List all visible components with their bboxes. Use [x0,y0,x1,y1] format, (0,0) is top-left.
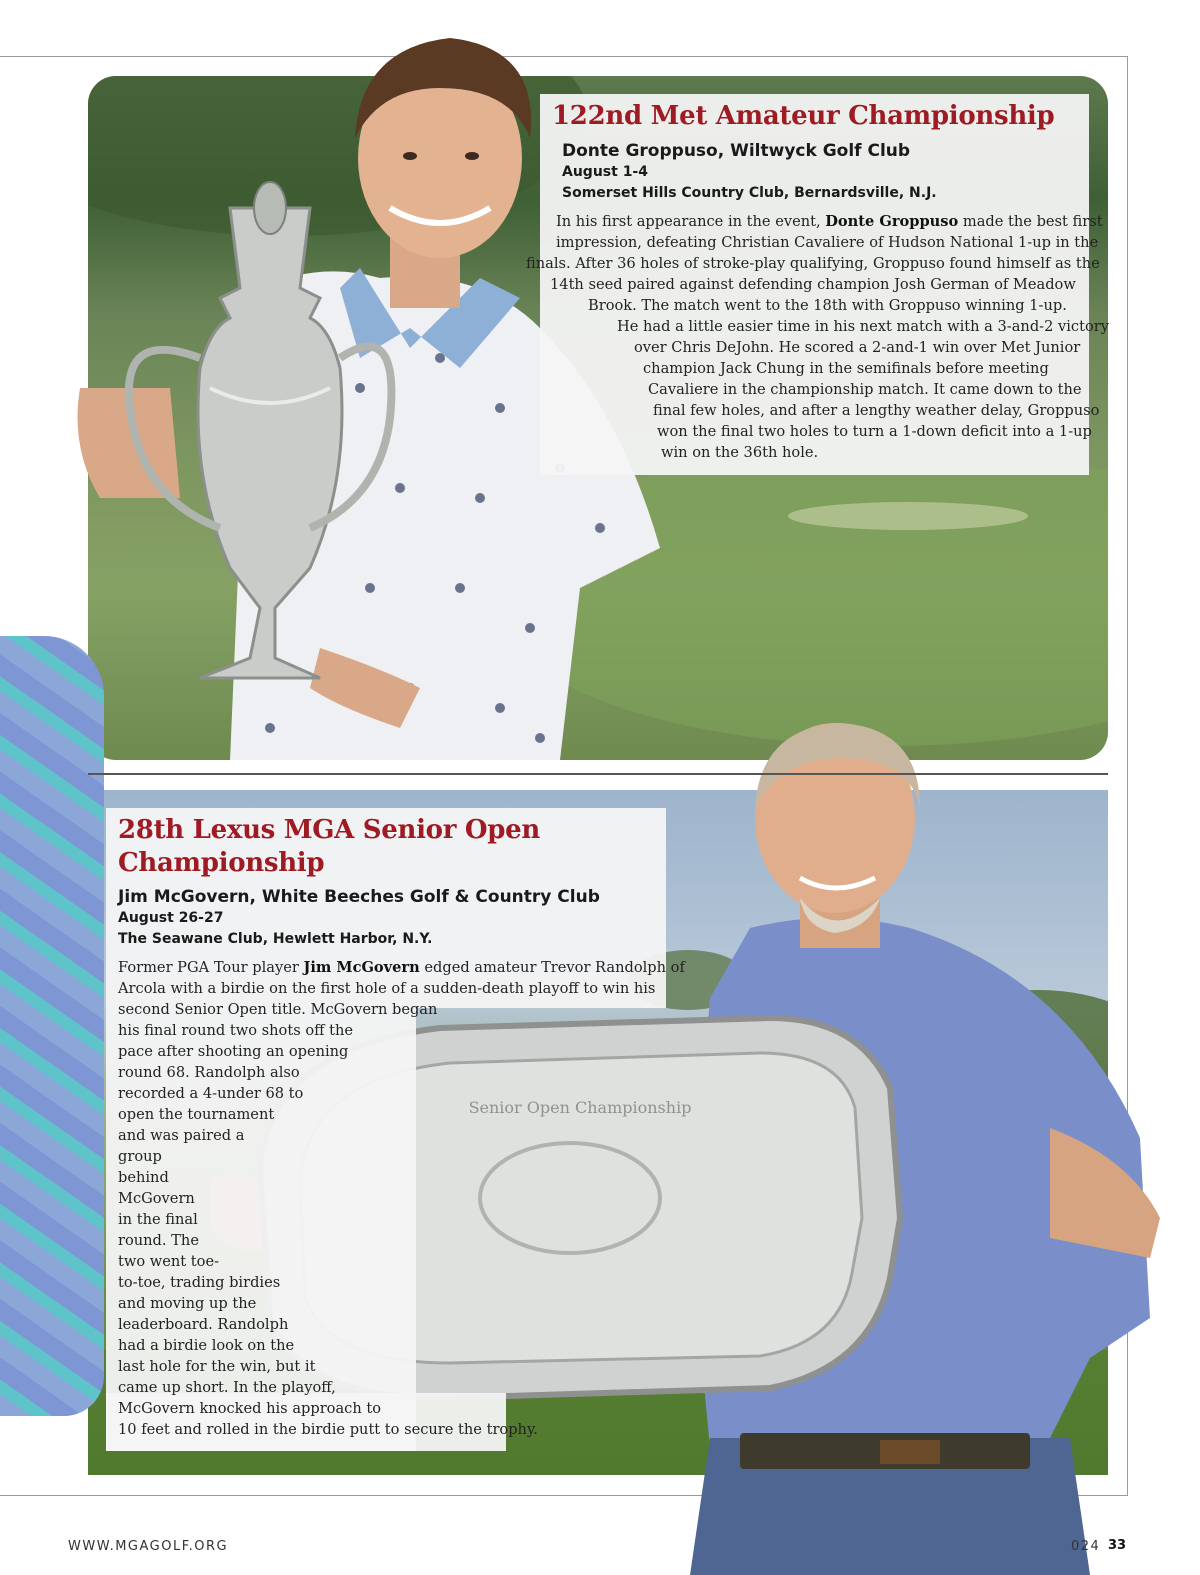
body-line: group [118,1148,162,1165]
venue-line: Somerset Hills Country Club, Bernardsville, N.J. [562,185,937,201]
body-line: over Chris DeJohn. He scored a 2-and-1 win over Met Junior [634,339,1081,356]
body-line: and was paired a [118,1127,245,1144]
body-line: pace after shooting an opening [118,1043,349,1060]
page-number: 33 [1108,1538,1127,1553]
body-line: round 68. Randolph also [118,1064,300,1081]
article-senior-open [106,808,685,1451]
body-line: came up short. In the playoff, [118,1379,336,1396]
article-title: 122nd Met Amateur Championship [552,101,1055,131]
winner-line: Jim McGovern, White Beeches Golf & Country Club [118,887,600,907]
footer-issue-date: 024 [1071,1539,1101,1554]
winner-line: Donte Groppuso, Wiltwyck Golf Club [562,141,911,161]
dates-line: August 1-4 [562,164,648,180]
body-line: recorded a 4-under 68 to [118,1085,304,1102]
body-line: in the final [118,1211,198,1228]
body-line: to-toe, trading birdies [118,1274,281,1291]
body-line: final few holes, and after a lengthy weather delay, Groppuso [653,402,1100,419]
body-line: Former PGA Tour player Jim McGovern edged amateur Trevor Randolph of [118,959,685,976]
title-line-1: 28th Lexus MGA Senior Open [118,815,540,845]
body-line: last hole for the win, but it [118,1358,316,1375]
body-line: McGovern knocked his approach to [118,1400,382,1417]
body-line: finals. After 36 holes of stroke-play qualifying, Groppuso found himself as the [526,255,1100,272]
body-line: had a birdie look on the [118,1337,295,1354]
venue-line: The Seawane Club, Hewlett Harbor, N.Y. [118,931,433,947]
body-line: He had a little easier time in his next match with a 3-and-2 victory [617,318,1109,335]
body-line: behind [118,1169,169,1186]
body-line: round. The [118,1232,199,1249]
title-line-2: Championship [118,848,325,878]
tray-engraving: Senior Open Championship [468,1098,692,1117]
dates-line: August 26-27 [118,910,224,926]
body-line: second Senior Open title. McGovern began [118,1001,438,1018]
body-line: won the final two holes to turn a 1-down deficit into a 1-up [657,423,1092,440]
body-line: and moving up the [118,1295,257,1312]
body-line: Arcola with a birdie on the first hole of a sudden-death playoff to win his [118,980,656,997]
body-line: Brook. The match went to the 18th with Groppuso winning 1-up. [588,297,1067,314]
body-line: open the tournament [118,1106,275,1123]
body-line: In his first appearance in the event, Donte Groppuso made the best first [556,213,1103,230]
section-divider [88,773,1108,775]
body-line: 14th seed paired against defending champion Josh German of Meadow [550,276,1076,293]
body-line: impression, defeating Christian Cavaliere of Hudson National 1-up in the [556,234,1099,251]
body-line: his final round two shots off the [118,1022,354,1039]
article-title [118,814,540,880]
body-line: 10 feet and rolled in the birdie putt to secure the trophy. [118,1421,538,1438]
footer-url[interactable]: WWW.MGAGOLF.ORG [68,1539,229,1554]
body-line: McGovern [118,1190,195,1207]
article-met-amateur [526,94,1109,475]
body-line: win on the 36th hole. [661,444,819,461]
body-line: champion Jack Chung in the semifinals before meeting [643,360,1049,377]
body-line: leaderboard. Randolph [118,1316,289,1333]
body-line: two went toe- [118,1253,220,1270]
body-line: Cavaliere in the championship match. It came down to the [648,381,1082,398]
